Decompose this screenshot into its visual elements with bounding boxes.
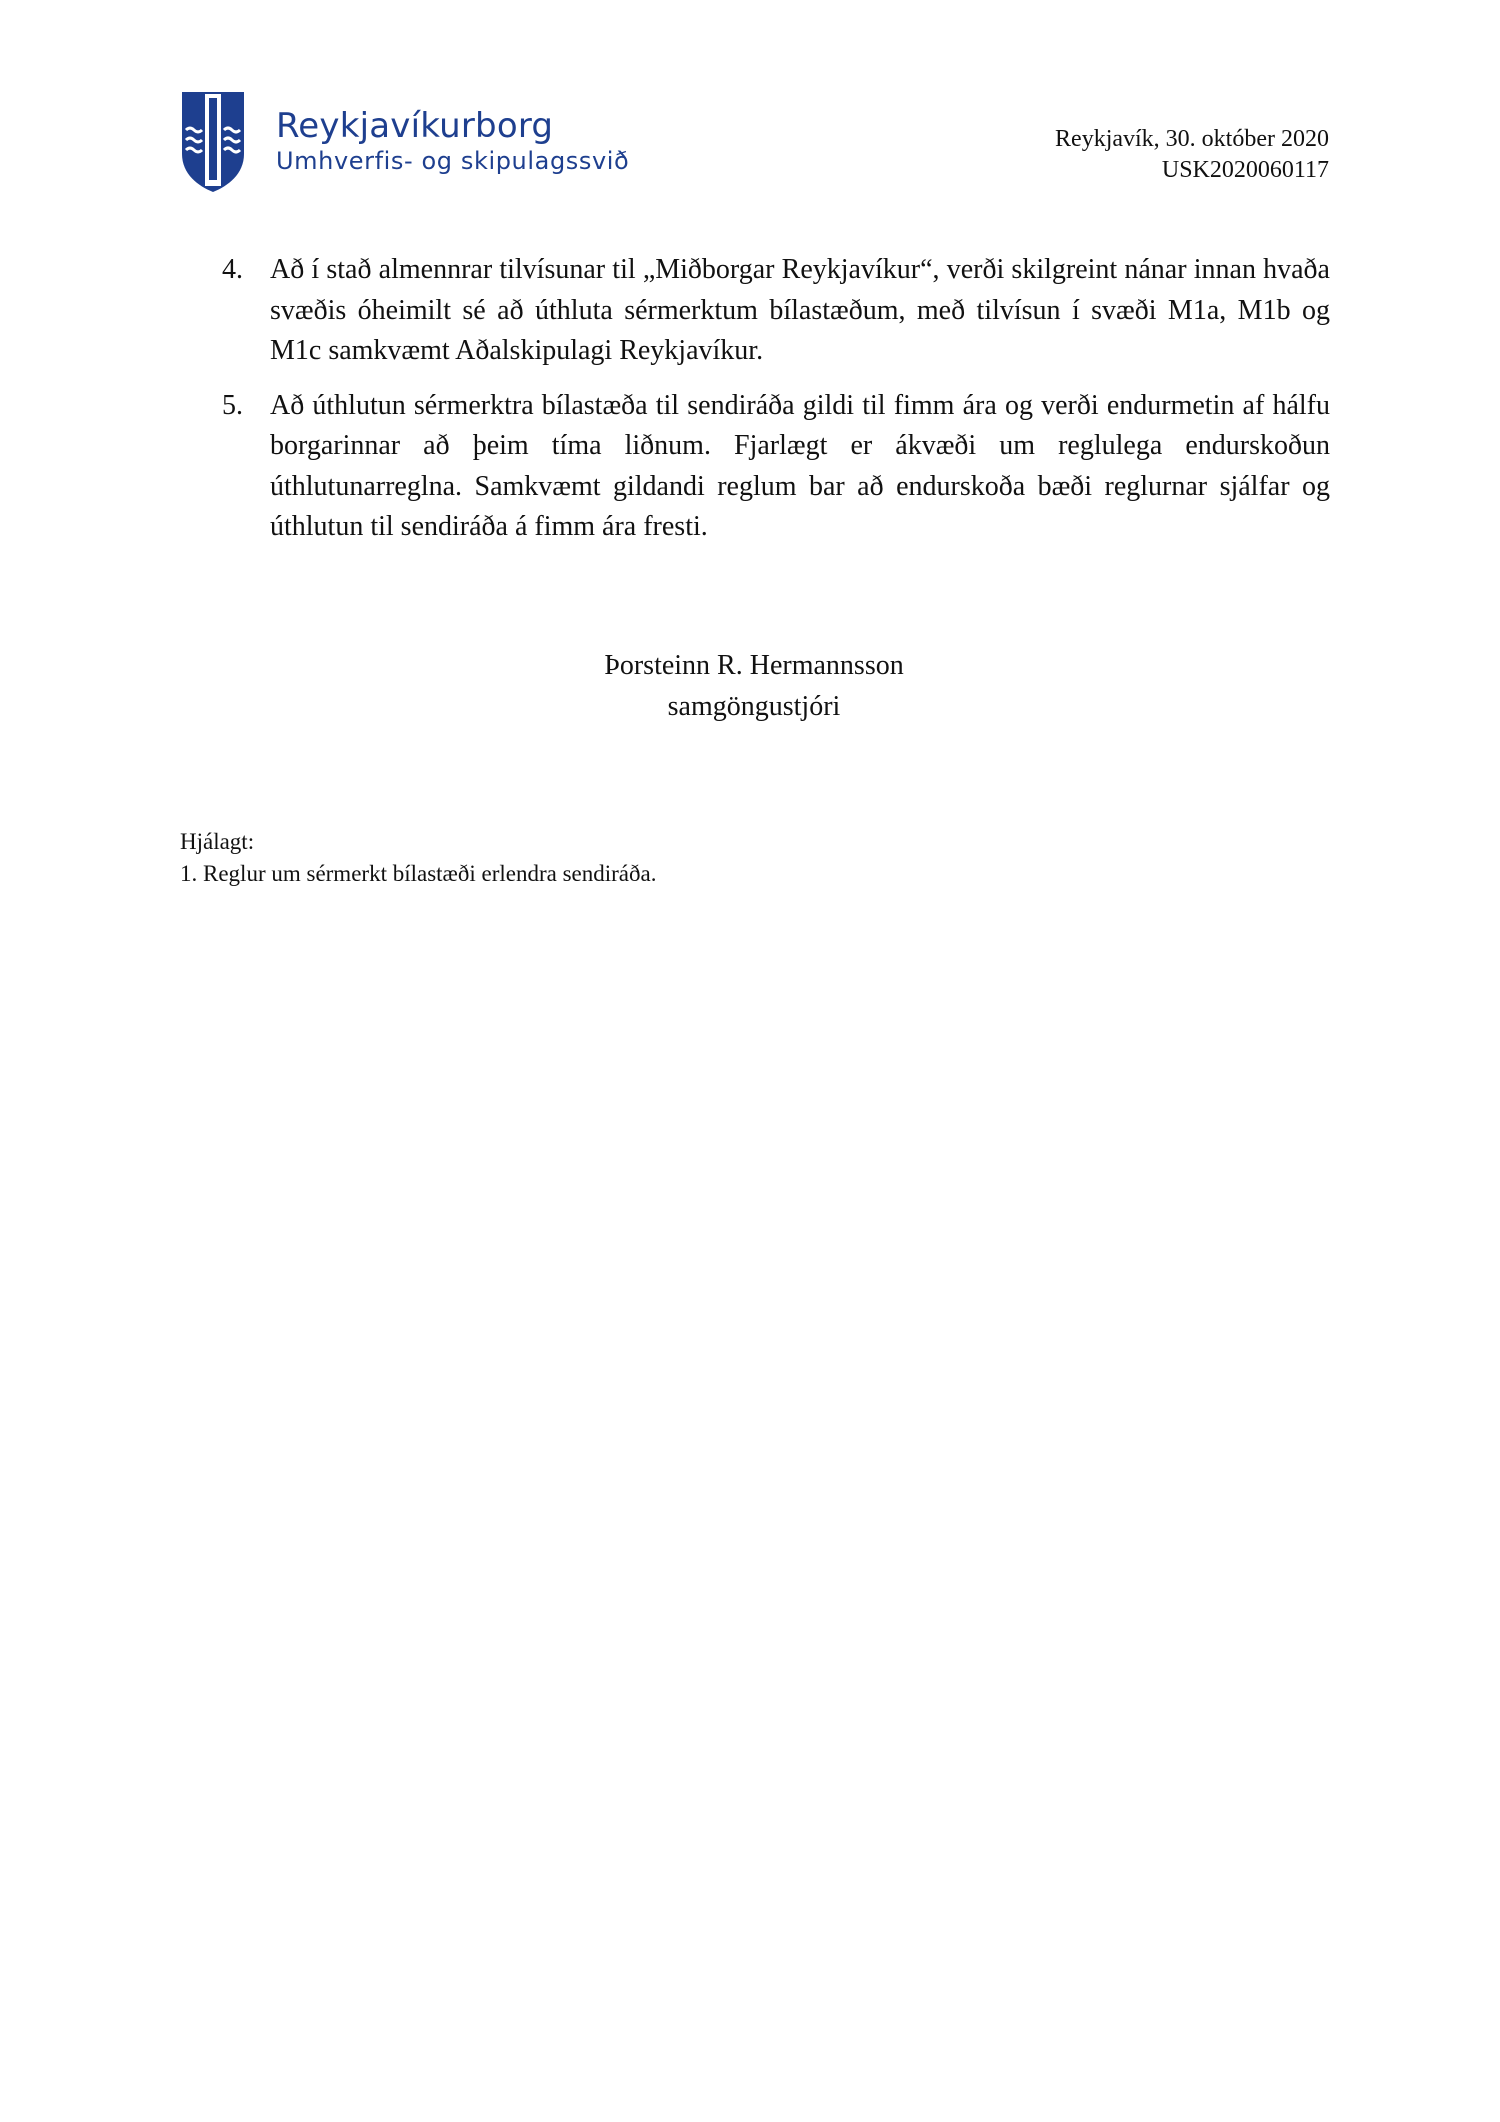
place-date: Reykjavík, 30. október 2020 (1055, 126, 1329, 152)
attachments-section (180, 826, 656, 890)
attachments-heading: Hjálagt: (180, 829, 255, 854)
attachment-item: 1. Reglur um sérmerkt bílastæði erlendra sendiráða. (180, 861, 657, 886)
letterhead-logo (180, 90, 630, 200)
list-item (222, 250, 1330, 372)
letter-meta (1055, 124, 1329, 186)
signatory-name: Þorsteinn R. Hermannsson (604, 650, 904, 681)
item-text: Að úthlutun sérmerktra bílastæða til sendiráða gildi til fimm ára og verði endurmetin af hálfu borgarinnar að þeim tíma liðnum. Fjarlægt er ákvæði um reglulega endurskoðun úthlutunarreglna. Samkvæmt gildandi reglum bar að endurskoða bæði reglurnar sjálfar og úthlutun til sendiráða á fimm ára fresti. (270, 389, 1330, 542)
case-number: USK2020060117 (1161, 157, 1329, 183)
item-text: Að í stað almennrar tilvísunar til „Miðborgar Reykjavíkur“, verði skilgreint nánar innan hvaða svæðis óheimilt sé að úthluta sérmerktum bílastæðum, með tilvísun í svæði M1a, M1b og M1c samkvæmt Aðalskipulagi Reykjavíkur. (270, 254, 1330, 366)
signatory-title: samgöngustjóri (667, 691, 841, 722)
item-number: 4. (222, 254, 243, 285)
signature-block (0, 645, 1500, 727)
department-name: Umhverfis- og skipulagssvið (276, 147, 630, 175)
item-number: 5. (222, 389, 243, 421)
coat-of-arms-icon (180, 90, 246, 194)
organization-name: Reykjavíkurborg (276, 106, 554, 146)
numbered-list (222, 250, 1330, 562)
list-item (222, 386, 1330, 548)
